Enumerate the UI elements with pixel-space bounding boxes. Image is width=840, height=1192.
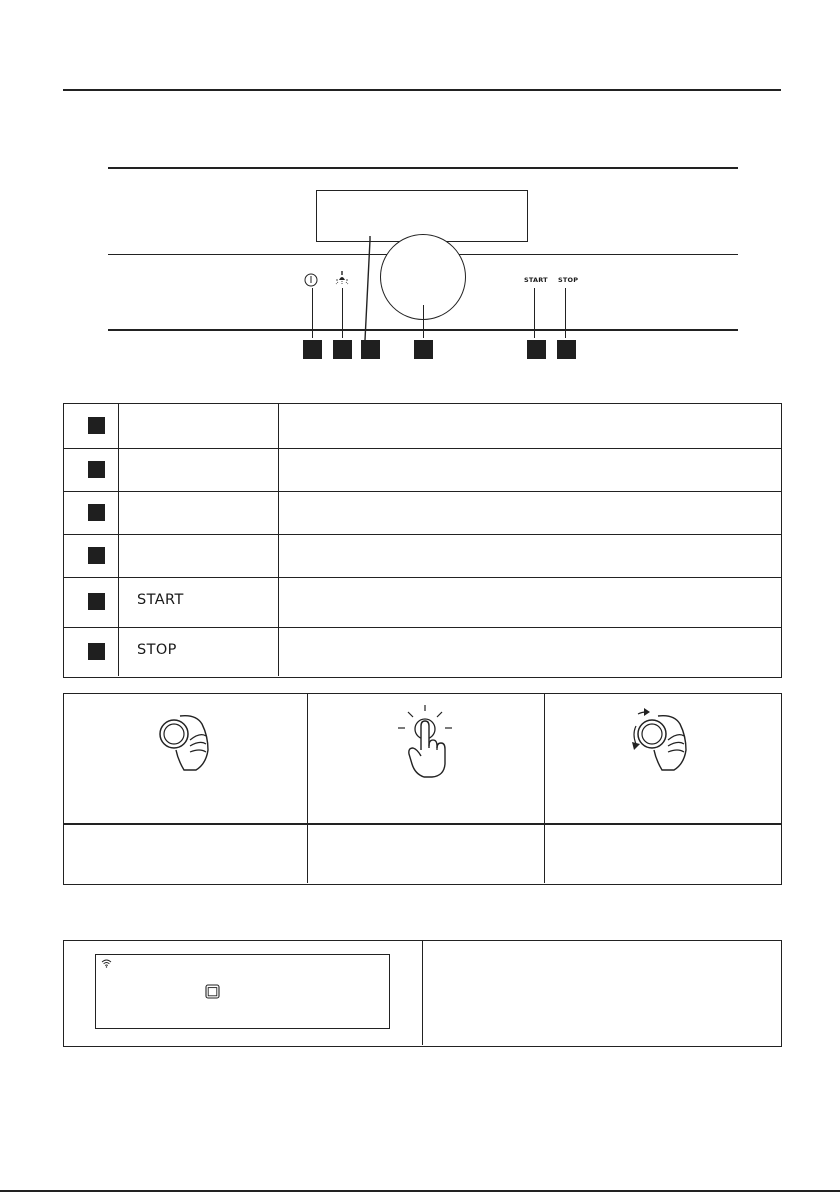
wifi-icon [101, 959, 112, 968]
table-row [64, 404, 781, 448]
marker-square [361, 340, 380, 359]
marker-square [88, 504, 105, 521]
marker-square [557, 340, 576, 359]
marker-square [333, 340, 352, 359]
stop-panel-label[interactable]: STOP [558, 276, 579, 284]
hand-rotate-knob-icon [628, 708, 694, 776]
leader-line [423, 305, 424, 338]
table-row [64, 627, 781, 676]
hand-on-knob-icon [156, 710, 214, 776]
display-screen [95, 954, 390, 1029]
header-rule [63, 89, 781, 91]
leader-line [534, 288, 535, 338]
leader-line [312, 288, 313, 338]
table-divider [307, 694, 308, 883]
light-icon[interactable] [335, 271, 349, 287]
table-row [64, 491, 781, 534]
marker-square [303, 340, 322, 359]
marker-square [414, 340, 433, 359]
leader-line [342, 288, 343, 338]
display-example [63, 940, 782, 1047]
marker-square [88, 417, 105, 434]
row-name-start: START [137, 592, 184, 608]
table-divider [544, 694, 545, 883]
marker-square [527, 340, 546, 359]
control-functions-table [63, 403, 782, 678]
finger-press-icon [394, 704, 456, 780]
table-row [64, 448, 781, 491]
marker-square [88, 461, 105, 478]
marker-square [88, 547, 105, 564]
row-name-stop: STOP [137, 642, 177, 658]
leader-line [565, 288, 566, 338]
table-divider [64, 823, 781, 825]
gesture-table [63, 693, 782, 885]
oven-icon [205, 984, 220, 999]
power-icon[interactable] [304, 273, 318, 287]
marker-square [88, 593, 105, 610]
start-panel-label[interactable]: START [524, 276, 548, 284]
marker-square [88, 643, 105, 660]
leader-line [362, 236, 376, 340]
table-row [64, 577, 781, 627]
panel-top-edge [108, 167, 738, 169]
table-row [64, 534, 781, 577]
table-divider [422, 941, 423, 1045]
